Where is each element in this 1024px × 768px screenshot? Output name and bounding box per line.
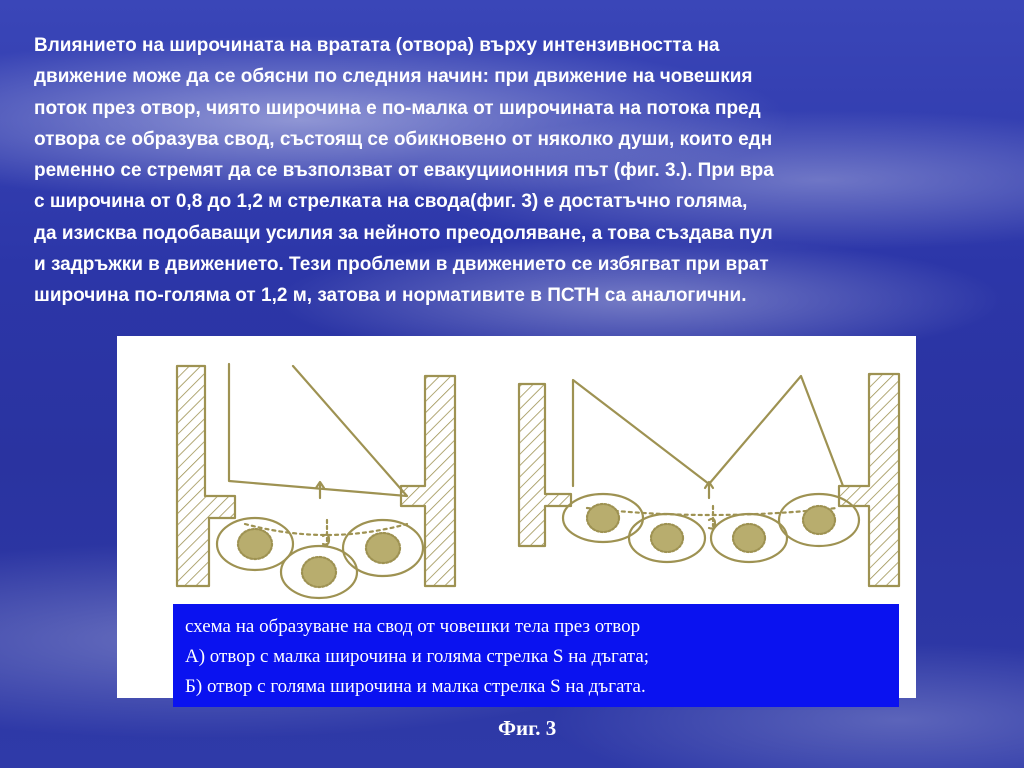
paragraph-line: и задръжки в движението. Тези проблеми в движението се избягват при врат [34,254,769,276]
right-wall-a [401,376,455,586]
crowd-boundary-b [573,376,843,486]
right-wall-b [839,374,899,586]
left-wall-a [177,366,235,586]
paragraph-line: да изисква подобаващи усилия за нейното преодоляване, а това създава пул [34,222,773,244]
caption-line: А) отвор с малка широчина и голяма стрелка S на дъгата; [185,646,650,667]
diagram-b-wide-opening [519,374,899,586]
paragraph-line: Влиянието на широчината на вратата (отвора) върху интензивността на [34,35,720,56]
paragraph-line: ременно се стремят да се възползват от евакуциионния път (фиг. 3.). При вра [34,160,774,182]
figure-label: Фиг. 3 [498,716,557,740]
paragraph-line: движение може да се обясни по следния начин: при движение на човешкия [34,66,753,88]
paragraph-line: широчина по-голяма от 1,2 м, затова и нормативите в ПСТН са аналогични. [34,285,747,307]
diagram-a-narrow-opening [177,364,455,598]
caption-line: Б) отвор с голяма широчина и малка стрелка S на дъгата. [185,676,646,697]
paragraph-line: поток през отвор, чиято широчина е по-малка от широчината на потока пред [34,97,761,119]
body-paragraph [34,30,1024,312]
caption-line: схема на образуване на свод от човешки тела през отвор [185,616,641,637]
figure-caption [173,604,899,707]
paragraph-line: с широчина от 0,8 до 1,2 м стрелката на свода(фиг. 3) е достатъчно голяма, [34,191,748,213]
paragraph-line: отвора се образува свод, състоящ се обикновено от няколко души, които едн [34,128,773,150]
crowd-boundary-a [229,364,407,496]
